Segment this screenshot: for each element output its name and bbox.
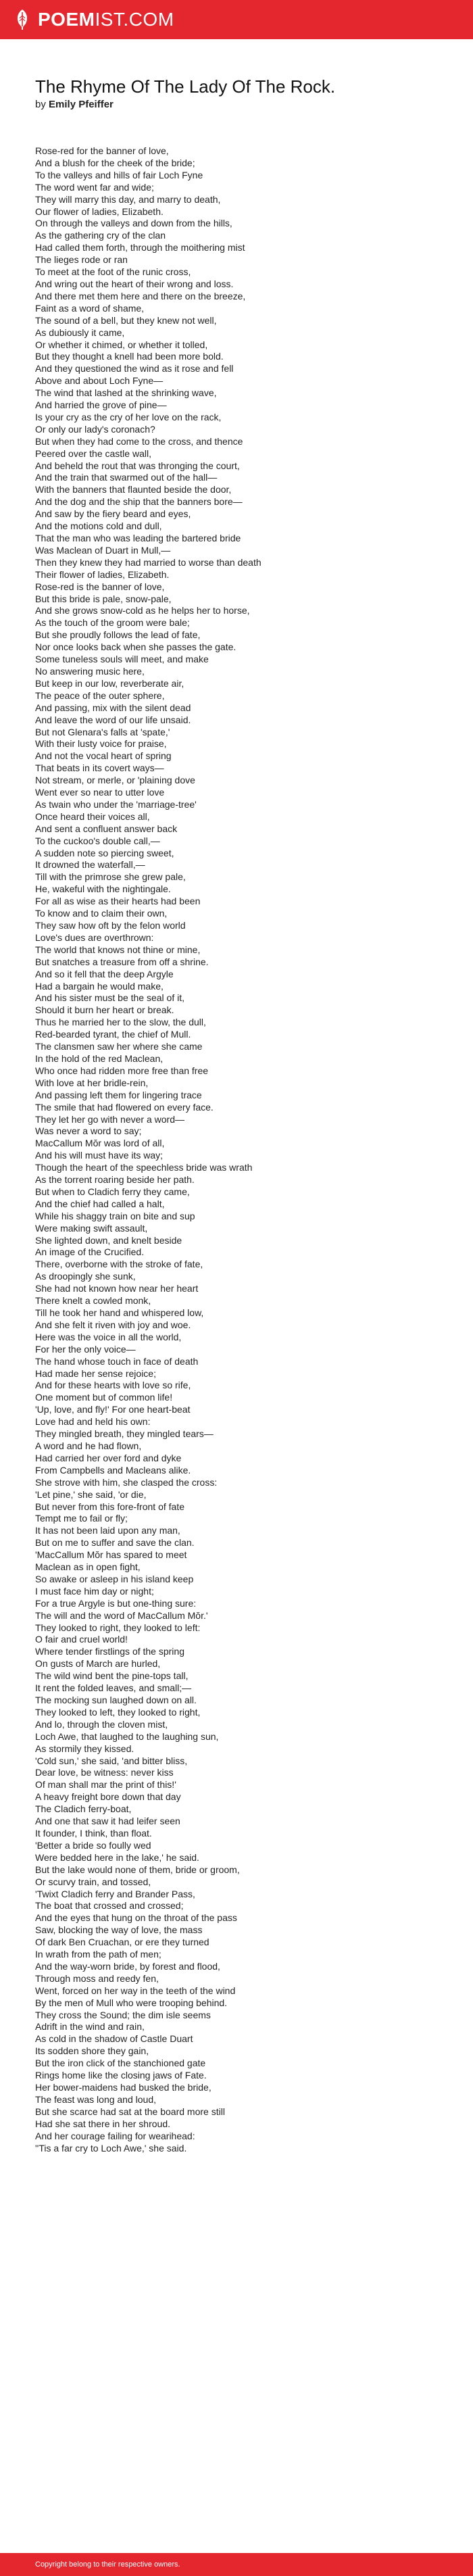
poem-line: Thus he married her to the slow, the dull, <box>35 1017 206 1028</box>
poem-line: From Campbells and Macleans alike. <box>35 1464 191 1476</box>
poem-line: Dear love, be witness: never kiss <box>35 1767 174 1778</box>
poem-line: 'Cold sun,' she said, 'and bitter bliss, <box>35 1755 188 1766</box>
poem-line: But keep in our low, reverberate air, <box>35 677 184 689</box>
poem-line: Went ever so near to utter love <box>35 787 165 798</box>
poem-line: Or whether it chimed, or whether it tolled, <box>35 339 208 350</box>
poem-line: But never from this fore-front of fate <box>35 1501 184 1512</box>
poem-line: That the man who was leading the bartered bride <box>35 533 241 543</box>
poem-line: Love had and held his own: <box>35 1416 151 1428</box>
poem-line: There, overborne with the stroke of fate, <box>35 1259 203 1270</box>
poem-line: Peered over the castle wall, <box>35 447 151 459</box>
poem-line: And a blush for the cheek of the bride; <box>35 157 195 168</box>
poem-line: For a true Argyle is but one-thing sure: <box>35 1597 197 1609</box>
poem-line: Loch Awe, that laughed to the laughing sun, <box>35 1730 219 1742</box>
poem-line: No answering music here, <box>35 665 145 677</box>
poem-line: MacCallum Mŏr was lord of all, <box>35 1138 165 1149</box>
poem-line: While his shaggy train on bite and sup <box>35 1210 195 1221</box>
logo-text-strong: POEM <box>38 9 95 30</box>
poem-line: Its sodden shore they gain, <box>35 2045 149 2057</box>
poem-line: For all as wise as their hearts had been <box>35 896 201 907</box>
poem-line: And sent a confluent answer back <box>35 823 178 834</box>
poem-line: As the torrent roaring beside her path. <box>35 1174 195 1186</box>
poem-line: Had a bargain he would make, <box>35 980 164 992</box>
poem-line: And they questioned the wind as it rose and fell <box>35 363 234 374</box>
poem-line: Who once had ridden more free than free <box>35 1065 209 1076</box>
poem-line: 'Up, love, and fly!' For one heart-beat <box>35 1404 191 1415</box>
poem-line: As the gathering cry of the clan <box>35 230 166 241</box>
poem-line: Though the heart of the speechless bride was wrath <box>35 1162 253 1173</box>
poem-line: Our flower of ladies, Elizabeth. <box>35 205 164 217</box>
poem-line: O fair and cruel world! <box>35 1634 128 1645</box>
poem-line: Of dark Ben Cruachan, or ere they turned <box>35 1937 209 1948</box>
poem-line: It founder, I think, than float. <box>35 1827 152 1839</box>
poem-line: Was never a word to say; <box>35 1125 142 1137</box>
poem-line: So awake or asleep in his island keep <box>35 1573 194 1584</box>
poem-line: Went, forced on her way in the teeth of the wind <box>35 1985 236 1996</box>
by-label: by <box>35 99 46 110</box>
poem-line: To meet at the foot of the runic cross, <box>35 266 191 278</box>
poem-line: They let her go with never a word— <box>35 1113 184 1125</box>
poem-line: And the chief had called a halt, <box>35 1198 165 1209</box>
poem-line: Had carried her over ford and dyke <box>35 1452 182 1463</box>
poem-line: And leave the word of our life unsaid. <box>35 714 191 725</box>
poem-line: Some tuneless souls will meet, and make <box>35 654 209 665</box>
poem-body <box>35 145 473 2154</box>
poem-line: The wild wind bent the pine-tops tall, <box>35 1670 189 1682</box>
poem-line: Above and about Loch Fyne— <box>35 375 164 387</box>
poem-line: The word went far and wide; <box>35 181 154 193</box>
poem-line: With their lusty voice for praise, <box>35 738 167 750</box>
poem-line: The boat that crossed and crossed; <box>35 1900 184 1912</box>
poem-line: And harried the grove of pine— <box>35 399 167 411</box>
author-link[interactable]: Emily Pfeiffer <box>49 99 114 110</box>
poem-line: They looked to right, they looked to left: <box>35 1622 201 1633</box>
poem-line: The mocking sun laughed down on all. <box>35 1695 197 1705</box>
poem-line: And she grows snow-cold as he helps her to horse, <box>35 605 250 616</box>
poem-line: To the valleys and hills of fair Loch Fyne <box>35 169 203 180</box>
poem-line: And one that saw it had leifer seen <box>35 1816 180 1827</box>
poem-line: And she felt it riven with joy and woe. <box>35 1319 191 1330</box>
poem-line: For her the only voice— <box>35 1343 136 1355</box>
poem-line: Maclean as in open fight, <box>35 1561 141 1573</box>
poem-line: Or only our lady's coronach? <box>35 423 155 435</box>
poem-line: As twain who under the 'marriage-tree' <box>35 798 197 810</box>
poem-line: With the banners that flaunted beside the door, <box>35 484 232 495</box>
poem-line: They saw how oft by the felon world <box>35 920 186 931</box>
poem-line: The Cladich ferry-boat, <box>35 1803 132 1815</box>
site-logo[interactable] <box>14 9 174 30</box>
poem-line: Had she sat there in her shroud. <box>35 2118 171 2129</box>
poem-line: And for these hearts with love so rife, <box>35 1380 191 1391</box>
footer <box>0 2553 473 2576</box>
poem-line: On gusts of March are hurled, <box>35 1658 161 1670</box>
logo-text-light: IST.COM <box>95 9 174 30</box>
poem-line: And lo, through the cloven mist, <box>35 1718 168 1730</box>
poem-line: With love at her bridle-rein, <box>35 1077 149 1088</box>
poem-line: But snatches a treasure from off a shrine. <box>35 956 209 967</box>
poem-line: The feast was long and loud, <box>35 2093 157 2105</box>
poem-line: But they thought a knell had been more bold. <box>35 351 224 362</box>
poem-line: And beheld the rout that was thronging the court, <box>35 460 240 471</box>
poem-line: The clansmen saw her where she came <box>35 1041 203 1052</box>
poem-line: But she scarce had sat at the board more still <box>35 2106 225 2117</box>
poem-line: 'Twixt Cladich ferry and Brander Pass, <box>35 1888 195 1899</box>
poem-line: And the motions cold and dull, <box>35 520 162 532</box>
poem-line: Red-bearded tyrant, the chief of Mull. <box>35 1029 191 1040</box>
byline <box>35 99 473 110</box>
poem-line: They cross the Sound; the dim isle seems <box>35 2009 211 2020</box>
poem-line: Their flower of ladies, Elizabeth. <box>35 568 170 580</box>
poem-line: And saw by the fiery beard and eyes, <box>35 508 191 520</box>
poem-line: Of man shall mar the print of this!' <box>35 1779 176 1791</box>
poem-line: Love's dues are overthrown: <box>35 931 154 943</box>
poem-line: The smile that had flowered on every face. <box>35 1101 214 1113</box>
poem-line: And the eyes that hung on the throat of the pass <box>35 1912 237 1924</box>
poem-line: Till he took her hand and whispered low, <box>35 1307 204 1318</box>
top-bar <box>0 0 473 39</box>
poem-line: It rent the folded leaves, and small;— <box>35 1682 192 1694</box>
poem-line: They mingled breath, they mingled tears— <box>35 1428 214 1440</box>
poem-line: And the dog and the ship that the banners bore— <box>35 496 243 508</box>
poem-line: An image of the Crucified. <box>35 1246 145 1258</box>
poem-line: Her bower-maidens had busked the bride, <box>35 2082 211 2093</box>
copyright-text: Copyright belong to their respective owners. <box>35 2560 180 2569</box>
poem-line: Tempt me to fail or fly; <box>35 1513 128 1524</box>
poem-line: Not stream, or merle, or 'plaining dove <box>35 775 195 786</box>
poem-line: As cold in the shadow of Castle Duart <box>35 2033 193 2045</box>
poem-line: And not the vocal heart of spring <box>35 750 172 762</box>
poem-line: She strove with him, she clasped the cross: <box>35 1476 218 1488</box>
poem-line: Faint as a word of shame, <box>35 302 145 314</box>
poem-line: A word and he had flown, <box>35 1440 142 1451</box>
poem-line: Till with the primrose she grew pale, <box>35 871 186 883</box>
poem-line: Was Maclean of Duart in Mull,— <box>35 544 171 556</box>
poem-line: The will and the word of MacCallum Mŏr.' <box>35 1609 208 1621</box>
poem-line: By the men of Mull who were trooping behind. <box>35 1997 228 2008</box>
poem-line: One moment but of common life! <box>35 1392 173 1403</box>
poem-line: Had called them forth, through the moithering mist <box>35 242 245 253</box>
poem-line: They will marry this day, and marry to death, <box>35 193 221 205</box>
poem-line: And the way-worn bride, by forest and flood, <box>35 1960 220 1972</box>
poem-line: Adrift in the wind and rain, <box>35 2021 145 2033</box>
poem-line: Where tender firstlings of the spring <box>35 1646 184 1657</box>
poem-line: She lighted down, and knelt beside <box>35 1234 182 1246</box>
poem-line: The sound of a bell, but they knew not well, <box>35 314 217 326</box>
poem-line: The world that knows not thine or mine, <box>35 944 201 955</box>
poem-line: To the cuckoo's double call,— <box>35 835 160 846</box>
poem-line: And his sister must be the seal of it, <box>35 992 184 1004</box>
poem-line: And passing, mix with the silent dead <box>35 702 191 713</box>
poem-line: And the train that swarmed out of the hall— <box>35 472 218 483</box>
poem-line: Were making swift assault, <box>35 1222 148 1234</box>
poem-line: Or scurvy train, and tossed, <box>35 1876 151 1887</box>
poem-line: And her courage failing for wearihead: <box>35 2130 195 2141</box>
poem-line: Rings home like the closing jaws of Fate. <box>35 2070 207 2081</box>
poem-line: They looked to left, they looked to right, <box>35 1706 201 1718</box>
poem-line: And his will must have its way; <box>35 1150 164 1161</box>
poem-line: But this bride is pale, snow-pale, <box>35 593 172 604</box>
poem-line: Once heard their voices all, <box>35 810 150 822</box>
poem-line: He, wakeful with the nightingale. <box>35 883 171 895</box>
poem-line: Here was the voice in all the world, <box>35 1331 182 1342</box>
poem-line: In wrath from the path of men; <box>35 1949 161 1960</box>
poem-line: It drowned the waterfall,— <box>35 859 145 871</box>
poem-line: As the touch of the groom were bale; <box>35 617 190 629</box>
poem-line: There knelt a cowled monk, <box>35 1295 151 1307</box>
poem-line: Rose-red is the banner of love, <box>35 581 165 592</box>
poem-line: On through the valleys and down from the hills, <box>35 218 232 229</box>
poem-title: The Rhyme Of The Lady Of The Rock. <box>35 76 336 97</box>
poem-line: As dubiously it came, <box>35 326 125 338</box>
poem-line: Rose-red for the banner of love, <box>35 145 169 156</box>
poem-line: But on me to suffer and save the clan. <box>35 1537 195 1549</box>
poem-line: The wind that lashed at the shrinking wave, <box>35 387 217 399</box>
poem-line: Saw, blocking the way of love, the mass <box>35 1924 203 1936</box>
poem-line: Then they knew they had married to worse than death <box>35 556 262 568</box>
poem-line: The lieges rode or ran <box>35 254 128 266</box>
poem-line: Is your cry as the cry of her love on the rack, <box>35 411 222 422</box>
poem-line: Through moss and reedy fen, <box>35 1972 159 1984</box>
poem-line: But the lake would none of them, bride or groom, <box>35 1864 240 1875</box>
poem-line: She had not known how near her heart <box>35 1283 199 1294</box>
poem-line: As droopingly she sunk, <box>35 1271 136 1282</box>
poem-line: But when they had come to the cross, and thence <box>35 435 243 447</box>
poem-line: I must face him day or night; <box>35 1585 154 1597</box>
poem-line: A heavy freight bore down that day <box>35 1791 181 1803</box>
poem-line: And there met them here and there on the breeze, <box>35 290 246 301</box>
poem-line: Had made her sense rejoice; <box>35 1367 156 1379</box>
poem-line: 'MacCallum Mŏr has spared to meet <box>35 1549 187 1561</box>
poem-line: Were bedded here in the lake,' he said. <box>35 1851 199 1863</box>
poem-line: But not Glenara's falls at 'spate,' <box>35 726 170 737</box>
poem-line: The hand whose touch in face of death <box>35 1355 199 1367</box>
poem-line: A sudden note so piercing sweet, <box>35 847 174 858</box>
poem-line: 'Better a bride so foully wed <box>35 1839 151 1851</box>
poem-line: 'Let pine,' she said, 'or die, <box>35 1488 147 1500</box>
poem-line: And passing left them for lingering trace <box>35 1089 202 1100</box>
poem-line: And wring out the heart of their wrong and loss. <box>35 278 234 289</box>
poem-line: ''Tis a far cry to Loch Awe,' she said. <box>35 2142 187 2154</box>
poem-line: But when to Cladich ferry they came, <box>35 1186 190 1197</box>
poem-line: And so it fell that the deep Argyle <box>35 968 174 979</box>
poem-line: Should it burn her heart or break. <box>35 1004 174 1016</box>
poem-line: Nor once looks back when she passes the gate. <box>35 641 236 653</box>
poem-line: But the iron click of the stanchioned gate <box>35 2058 206 2069</box>
feather-quill-icon <box>14 9 31 30</box>
poem-line: That beats in its covert ways— <box>35 762 164 774</box>
poem-line: It has not been laid upon any man, <box>35 1525 180 1536</box>
poem-line: But she proudly follows the lead of fate, <box>35 629 201 641</box>
poem-line: The peace of the outer sphere, <box>35 689 165 701</box>
poem-line: In the hold of the red Maclean, <box>35 1052 164 1064</box>
main-content <box>0 76 473 2154</box>
poem-line: To know and to claim their own, <box>35 908 168 919</box>
poem-line: As stormily they kissed. <box>35 1743 134 1754</box>
